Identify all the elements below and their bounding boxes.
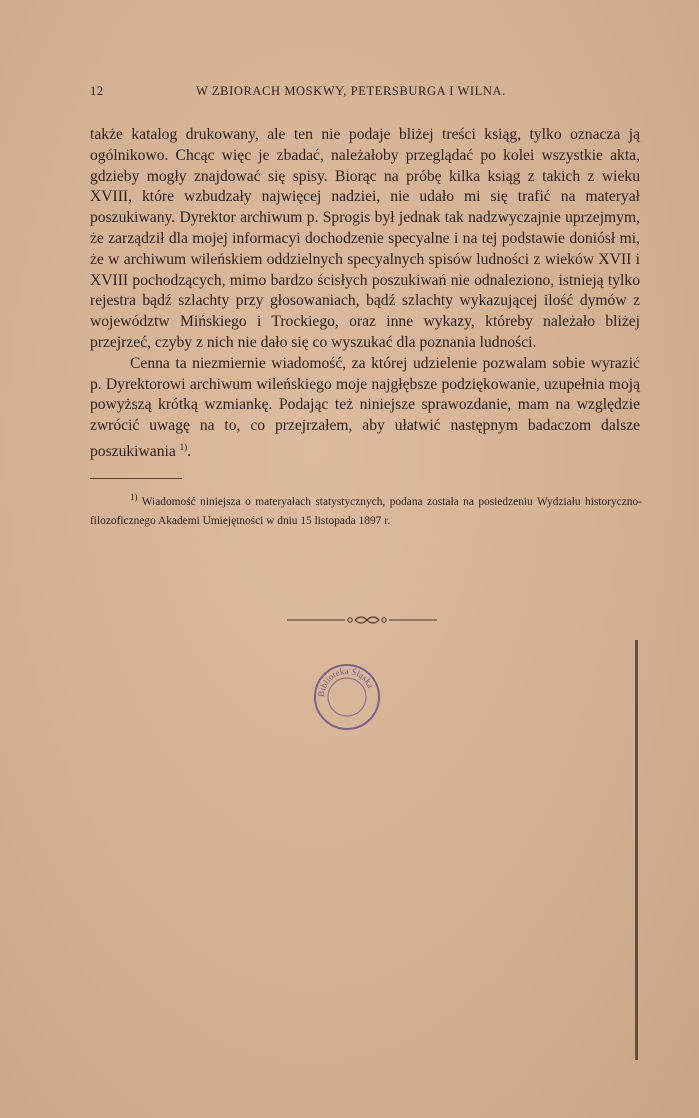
footnote-reference: 1): [179, 441, 188, 452]
paragraph-1: także katalog drukowany, ale ten nie podaje bliżej treści ksiąg, tylko oznacza ją ogólnikowo. Chcąc więc je zbadać, należałoby przeglądać po kolei wszystkie akta, gdzieby mogły znajdować się spisy. Biorąc na próbę kilka ksiąg z takich z wieku XVIII, które wzbudzały najwięcej nadziei, nie udało mi się trafić na materyał poszukiwany. Dyrektor archiwum p. Sprogis był jednak tak nadzwyczajnie uprzejmym, że zarządził dla mojej informacyi dochodzenie specyalne i na tej podstawie doniósł mi, że w archiwum wileńskiem oddzielnych specyalnych spisów ludności z wieków XVII i XVIII pochodzących, mimo bardzo ścisłych poszukiwań nie odnaleziono, istnieją tylko rejestra bądź szlachty przy głosowaniach, bądź szlachty wykazującej ilość dymów z województw Mińskiego i Trockiego, oraz inne wykazy, któreby należało bliżej przejrzeć, czyby z nich nie dało się co wyszukać dla poznania ludności.: [90, 126, 640, 351]
footnote-marker: 1): [130, 492, 138, 502]
page-number: 12: [90, 84, 104, 98]
footnote-divider: [90, 478, 182, 479]
ornament-divider: [287, 612, 437, 628]
library-stamp: [312, 662, 382, 732]
paragraph-2-text: Cenna ta niezmiernie wiadomość, za której udzielenie pozwalam sobie wyrazić p. Dyrektorowi archiwum wileńskiego moje najgłębsze podziękowanie, uzupełnia moją powyższą krótką wzmiankę. Podając też niniejsze sprawozdanie, mam na względzie zwrócić uwagę na to, co przejrzałem, aby ułatwić następnym badaczom dalsze poszukiwania: [90, 354, 640, 461]
footnote-text: Wiadomość niniejsza o materyałach statystycznych, podana została na posiedzeniu Wydziału historyczno-filozoficznego Akademi Umiejętności w dniu 15 listopada 1897 r.: [90, 495, 642, 527]
running-title: W ZBIORACH MOSKWY, PETERSBURGA I WILNA.: [196, 84, 506, 98]
paragraph-2: Cenna ta niezmiernie wiadomość, za której udzielenie pozwalam sobie wyrazić p. Dyrektorowi archiwum wileńskiego moje najgłębsze podziękowanie, uzupełnia moją powyższą krótką wzmiankę. Podając też niniejsze sprawozdanie, mam na względzie zwrócić uwagę na to, co przejrzałem, aby ułatwić następnym badaczom dalsze poszukiwania $^{1)}$.: [90, 354, 640, 461]
stamp-text: Biblioteka Śląska: [315, 665, 376, 698]
footnote: [90, 488, 642, 531]
body-text: [90, 125, 640, 463]
page-edge-shadow: [635, 640, 638, 1060]
